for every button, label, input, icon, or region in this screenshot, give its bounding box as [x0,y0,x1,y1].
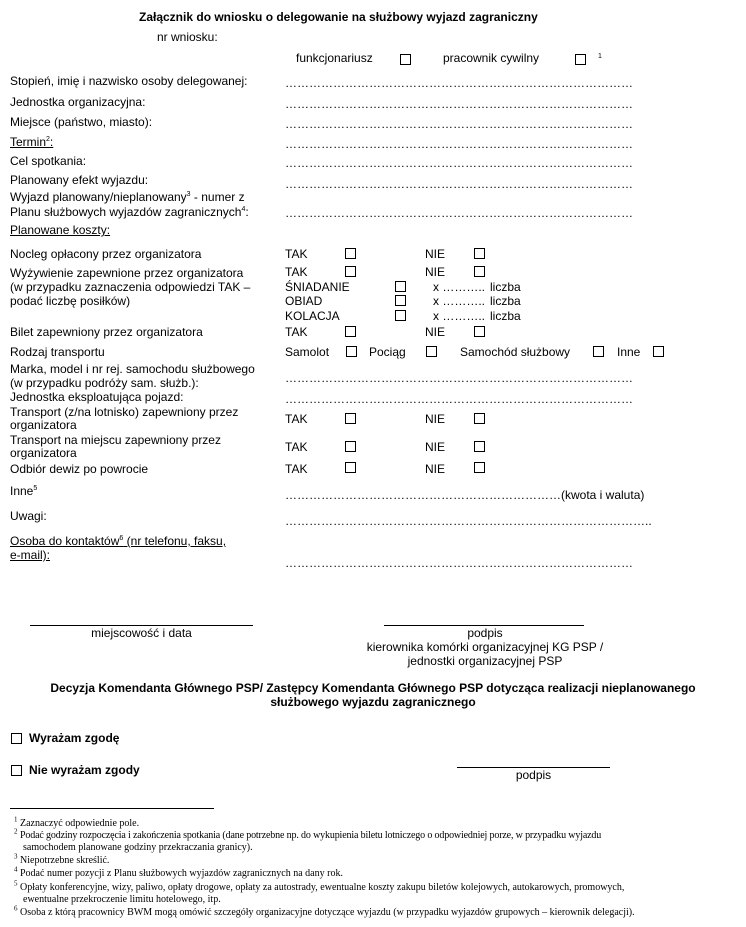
nocleg-tak-checkbox[interactable] [345,248,356,259]
miejsce-label: Miejsce (państwo, miasto): [10,115,153,129]
footnote-item: $^1$ Zaznaczyć odpowiednie pole. [14,815,140,829]
footnote-item: $^3$ Niepotrzebne skreślić. [14,852,110,866]
decision-title-line2: służbowego wyjazdu zagranicznego [270,695,476,709]
nie-zgoda-label: Nie wyrażam zgody [29,763,140,777]
miejsce-field[interactable]: …………………………………………………………………………… [285,117,633,131]
kolacja-label: KOLACJA [285,309,340,323]
footnote-item: $^4$ Podać numer pozycji z Planu służbowych wyjazdów zagranicznych na dany rok. [14,865,343,879]
footnote-item: ewentualne przekroczenie limitu hotelowego, itp. [23,894,221,905]
efekt-field[interactable]: …………………………………………………………………………… [285,177,633,191]
footnote-divider [10,808,214,809]
sniadanie-checkbox[interactable] [395,281,406,292]
termin-label: Termin$^2$: [10,135,54,149]
kolacja-checkbox[interactable] [395,310,406,321]
sniadanie-liczba-label: liczba [490,280,521,294]
samochod-label: Samochód służbowy [460,345,571,359]
obiad-label: OBIAD [285,294,323,308]
inne-field[interactable]: ……………………………………………………………(kwota i waluta) [285,488,645,502]
wyzywienie-label-3: podać liczbę posiłków) [10,294,131,308]
bilet-label: Bilet zapewniony przez organizatora [10,325,203,339]
obiad-checkbox[interactable] [395,295,406,306]
bilet-tak-checkbox[interactable] [345,326,356,337]
marka-label-1: Marka, model i nr rej. samochodu służbowego [10,362,255,376]
osoba-label-2: e-mail): [10,548,51,562]
dewizy-nie-checkbox[interactable] [474,462,485,473]
osoba-label-1: Osoba do kontaktów$^6$ (nr telefonu, faksu, [10,534,227,548]
wyzywienie-nie-checkbox[interactable] [474,266,485,277]
eksploatujaca-label: Jednostka eksploatująca pojazd: [10,390,184,404]
cel-field[interactable]: …………………………………………………………………………… [285,156,633,170]
obiad-liczba-dots[interactable]: x ……….. [433,294,486,308]
efekt-label: Planowany efekt wyjazdu: [10,173,149,187]
decision-podpis-label: podpis [515,768,552,782]
kierownik-label-2: jednostki organizacyjnej PSP [407,654,563,668]
cel-label: Cel spotkania: [10,154,87,168]
footnote-item: $^6$ Osoba z którą pracownicy BWM mogą omówić szczegóły organizacyjne dotyczące wyjazdu (w przypadku wyjazdów grupowych – kierownik delegacji). [14,904,635,918]
nr-wniosku-label: nr wniosku: [157,30,218,44]
funkcjonariusz-checkbox[interactable] [400,54,411,65]
wyzywienie-tak-label: TAK [285,265,308,279]
jednostka-label: Jednostka organizacyjna: [10,95,146,109]
wyzywienie-label-2: (w przypadku zaznaczenia odpowiedzi TAK – [10,280,251,294]
inne-label: Inne$^5$ [10,484,38,498]
jednostka-field[interactable]: …………………………………………………………………………… [285,97,633,111]
form-title: Załącznik do wniosku o delegowanie na służbowy wyjazd zagraniczny [139,10,538,24]
kierownik-podpis-label: podpis [467,626,503,640]
miejscu-nie-label: NIE [425,440,446,454]
marka-field[interactable]: …………………………………………………………………………… [285,371,633,385]
pracownik-cywilny-checkbox[interactable] [575,54,586,65]
nie-zgoda-checkbox[interactable] [11,765,22,776]
kierownik-label-1: kierownika komórki organizacyjnej KG PSP / [366,640,604,654]
dewizy-label: Odbiór dewiz po powrocie [10,462,149,476]
lotnisko-nie-checkbox[interactable] [474,413,485,424]
wyzywienie-tak-checkbox[interactable] [345,266,356,277]
samolot-checkbox[interactable] [346,346,357,357]
wyzywienie-label-1: Wyżywienie zapewnione przez organizatora [10,266,244,280]
lotnisko-label-2: organizatora [10,418,77,432]
footnote-item: $^5$ Opłaty konferencyjne, wizy, paliwo, opłaty drogowe, opłaty za autostrady, ewentualne koszty zakupu biletów kolejowych, autokarowych, promowych, [14,879,625,893]
footnote-item: samochodem planowane godziny przekraczania granicy). [23,842,253,853]
miejscu-label-1: Transport na miejscu zapewniony przez [10,433,221,447]
inne-transport-label: Inne [617,345,641,359]
dewizy-tak-label: TAK [285,462,308,476]
sniadanie-label: ŚNIADANIE [285,280,350,294]
dewizy-tak-checkbox[interactable] [345,462,356,473]
pociag-label: Pociąg [369,345,406,359]
marka-label-2: (w przypadku podróży sam. służb.): [10,376,199,390]
lotnisko-nie-label: NIE [425,412,446,426]
uwagi-label: Uwagi: [10,509,47,523]
eksploatujaca-field[interactable]: …………………………………………………………………………… [285,392,633,406]
kolacja-liczba-dots[interactable]: x ……….. [433,309,486,323]
osoba-field[interactable]: …………………………………………………………………………… [285,556,633,570]
kwota-waluta-label: (kwota i waluta) [561,488,645,502]
nocleg-nie-label: NIE [425,247,446,261]
nocleg-nie-checkbox[interactable] [474,248,485,259]
dewizy-nie-label: NIE [425,462,446,476]
decision-title-line1: Decyzja Komendanta Głównego PSP/ Zastępcy Komendanta Głównego PSP dotycząca realizacji nieplanowanego [50,681,696,695]
termin-field[interactable]: …………………………………………………………………………… [285,137,633,151]
bilet-tak-label: TAK [285,325,308,339]
zgoda-checkbox[interactable] [11,733,22,744]
inne-transport-checkbox[interactable] [653,346,664,357]
samolot-label: Samolot [285,345,330,359]
bilet-nie-checkbox[interactable] [474,326,485,337]
pracownik-cywilny-label: pracownik cywilny [443,51,540,65]
funkcjonariusz-label: funkcjonariusz [296,51,373,65]
miejscu-label-2: organizatora [10,446,77,460]
footnote-item: $^2$ Podać godziny rozpoczęcia i zakończenia spotkania (dane potrzebne np. do wykupienia biletu lotniczego o odpowiedniej porze, w przypadku wyjazdu [14,827,602,841]
footnote-ref: 1 [598,53,602,60]
pociag-checkbox[interactable] [426,346,437,357]
miejscu-tak-label: TAK [285,440,308,454]
obiad-liczba-label: liczba [490,294,521,308]
wyzywienie-nie-label: NIE [425,265,446,279]
miejscowosc-label: miejscowość i data [91,626,192,640]
wyjazd-label-line2: Planu służbowych wyjazdów zagranicznych$^4$: [10,205,249,219]
zgoda-label: Wyrażam zgodę [29,731,120,745]
samochod-checkbox[interactable] [593,346,604,357]
sniadanie-liczba-dots[interactable]: x ……….. [433,280,486,294]
transport-label: Rodzaj transportu [10,345,105,359]
lotnisko-tak-label: TAK [285,412,308,426]
stopien-label: Stopień, imię i nazwisko osoby delegowanej: [10,74,248,88]
wyjazd-label-line1: Wyjazd planowany/nieplanowany$^3$ - numer z [10,190,245,204]
kolacja-liczba-label: liczba [490,309,521,323]
bilet-nie-label: NIE [425,325,446,339]
nocleg-tak-label: TAK [285,247,308,261]
uwagi-field[interactable]: ……………………………………………………………………………….. [285,514,652,528]
miejscu-nie-checkbox[interactable] [474,441,485,452]
miejscu-tak-checkbox[interactable] [345,441,356,452]
stopien-field[interactable]: …………………………………………………………………………… [285,76,633,90]
wyjazd-field[interactable]: …………………………………………………………………………… [285,206,633,220]
koszty-heading: Planowane koszty: [10,223,111,237]
lotnisko-tak-checkbox[interactable] [345,413,356,424]
lotnisko-label-1: Transport (z/na lotnisko) zapewniony przez [10,405,239,419]
nocleg-label: Nocleg opłacony przez organizatora [10,247,202,261]
